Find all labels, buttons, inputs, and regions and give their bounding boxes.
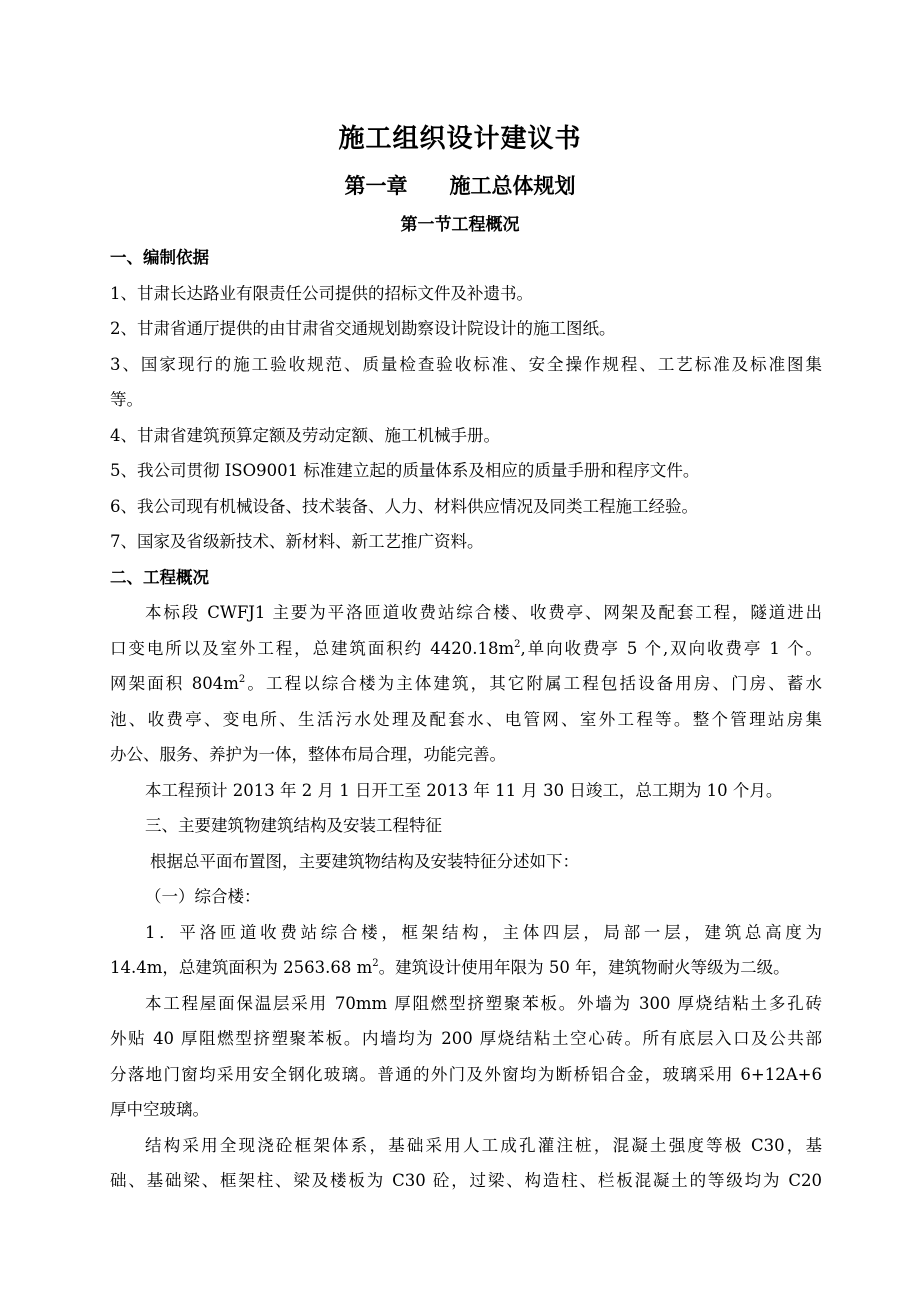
overview-line: [110, 666, 822, 702]
section-title: 第一节工程概况: [400, 215, 520, 235]
building-line: 外贴 40 厚阻燃型挤塑聚苯板。内墙均为 200 厚烧结粘土空心砖。所有底层入口及公共部: [110, 1029, 822, 1048]
overview-text: 。工程以综合楼为主体建筑，其它附属工程包括设备用房、门房、蓄水: [245, 674, 822, 693]
heading-main-buildings: 三、主要建筑物建筑结构及安装工程特征: [145, 816, 442, 835]
superscript: 2: [514, 638, 521, 650]
overview-line: [110, 631, 822, 667]
superscript: 2: [238, 674, 246, 685]
basis-item: 2、甘肃省通厅提供的由甘肃省交通规划勘察设计院设计的施工图纸。: [110, 319, 616, 338]
chapter-number: 第一章: [344, 173, 408, 198]
basis-item-continued: 等。: [110, 390, 143, 409]
basis-item: 7、国家及省级新技术、新材料、新工艺推广资料。: [110, 532, 484, 551]
heading-project-overview: 二、工程概况: [110, 567, 209, 587]
building-line: 1．平洛匝道收费站综合楼，框架结构，主体四层，局部一层，建筑总高度为: [145, 922, 822, 942]
intro-line: 根据总平面布置图，主要建筑物结构及安装特征分述如下：: [150, 851, 579, 871]
overview-text: 口变电所以及室外工程，总建筑面积约 4420.18m: [110, 638, 515, 658]
document-title: 施工组织设计建议书: [338, 124, 582, 154]
building-line: 分落地门窗均采用安全钢化玻璃。普通的外门及外窗均为断桥铝合金，玻璃采用 6+12A+6: [110, 1064, 822, 1084]
basis-item: 4、甘肃省建筑预算定额及劳动定额、施工机械手册。: [110, 425, 500, 445]
basis-item: 1、甘肃长达路业有限责任公司提供的招标文件及补遗书。: [110, 283, 533, 303]
building-line: [110, 950, 822, 986]
schedule-line: 本工程预计 2013 年 2 月 1 日开工至 2013 年 11 月 30 日竣工，总工期为 10 个月。: [145, 780, 783, 800]
overview-line: 本标段 CWFJ1 主要为平洛匝道收费站综合楼、收费亭、网架及配套工程，隧道进出: [145, 603, 822, 622]
building-line: 础、基础梁、框架柱、梁及楼板为 C30 砼，过梁、构造柱、栏板混凝土的等级均为 C20: [110, 1171, 822, 1190]
basis-item: 5、我公司贯彻 ISO9001 标准建立起的质量体系及相应的质量手册和程序文件。: [110, 461, 700, 480]
overview-text: 网架面积 804m: [110, 674, 239, 693]
document-body: [110, 240, 822, 1199]
sub-heading-complex-building: （一）综合楼：: [145, 887, 261, 906]
building-text: 。建筑设计使用年限为 50 年，建筑物耐火等级为二级。: [378, 958, 790, 977]
building-line: 结构采用全现浇砼框架体系，基础采用人工成孔灌注桩，混凝土强度等极 C30，基: [145, 1135, 822, 1155]
heading-compilation-basis: 一、编制依据: [110, 248, 209, 267]
overview-line: 池、收费亭、变电所、生活污水处理及配套水、电管网、室外工程等。整个管理站房集: [110, 709, 822, 729]
basis-item: 3、国家现行的施工验收规范、质量检查验收标准、安全操作规程、工艺标准及标准图集: [110, 354, 822, 374]
chapter-name: 施工总体规划: [449, 173, 576, 198]
building-line: 厚中空玻璃。: [110, 1100, 209, 1119]
basis-item: 6、我公司现有机械设备、技术装备、人力、材料供应情况及同类工程施工经验。: [110, 496, 698, 516]
overview-line: 办公、服务、养护为一体，整体布局合理，功能完善。: [110, 745, 506, 764]
superscript: 2: [372, 958, 379, 969]
building-line: 本工程屋面保温层采用 70mm 厚阻燃型挤塑聚苯板。外墙为 300 厚烧结粘土多孔砖: [145, 993, 822, 1013]
building-text: 14.4m，总建筑面积为 2563.68 m: [110, 958, 373, 977]
chapter-title: [0, 170, 920, 200]
overview-text: ,单向收费亭 5 个,双向收费亭 1 个。: [520, 638, 822, 658]
